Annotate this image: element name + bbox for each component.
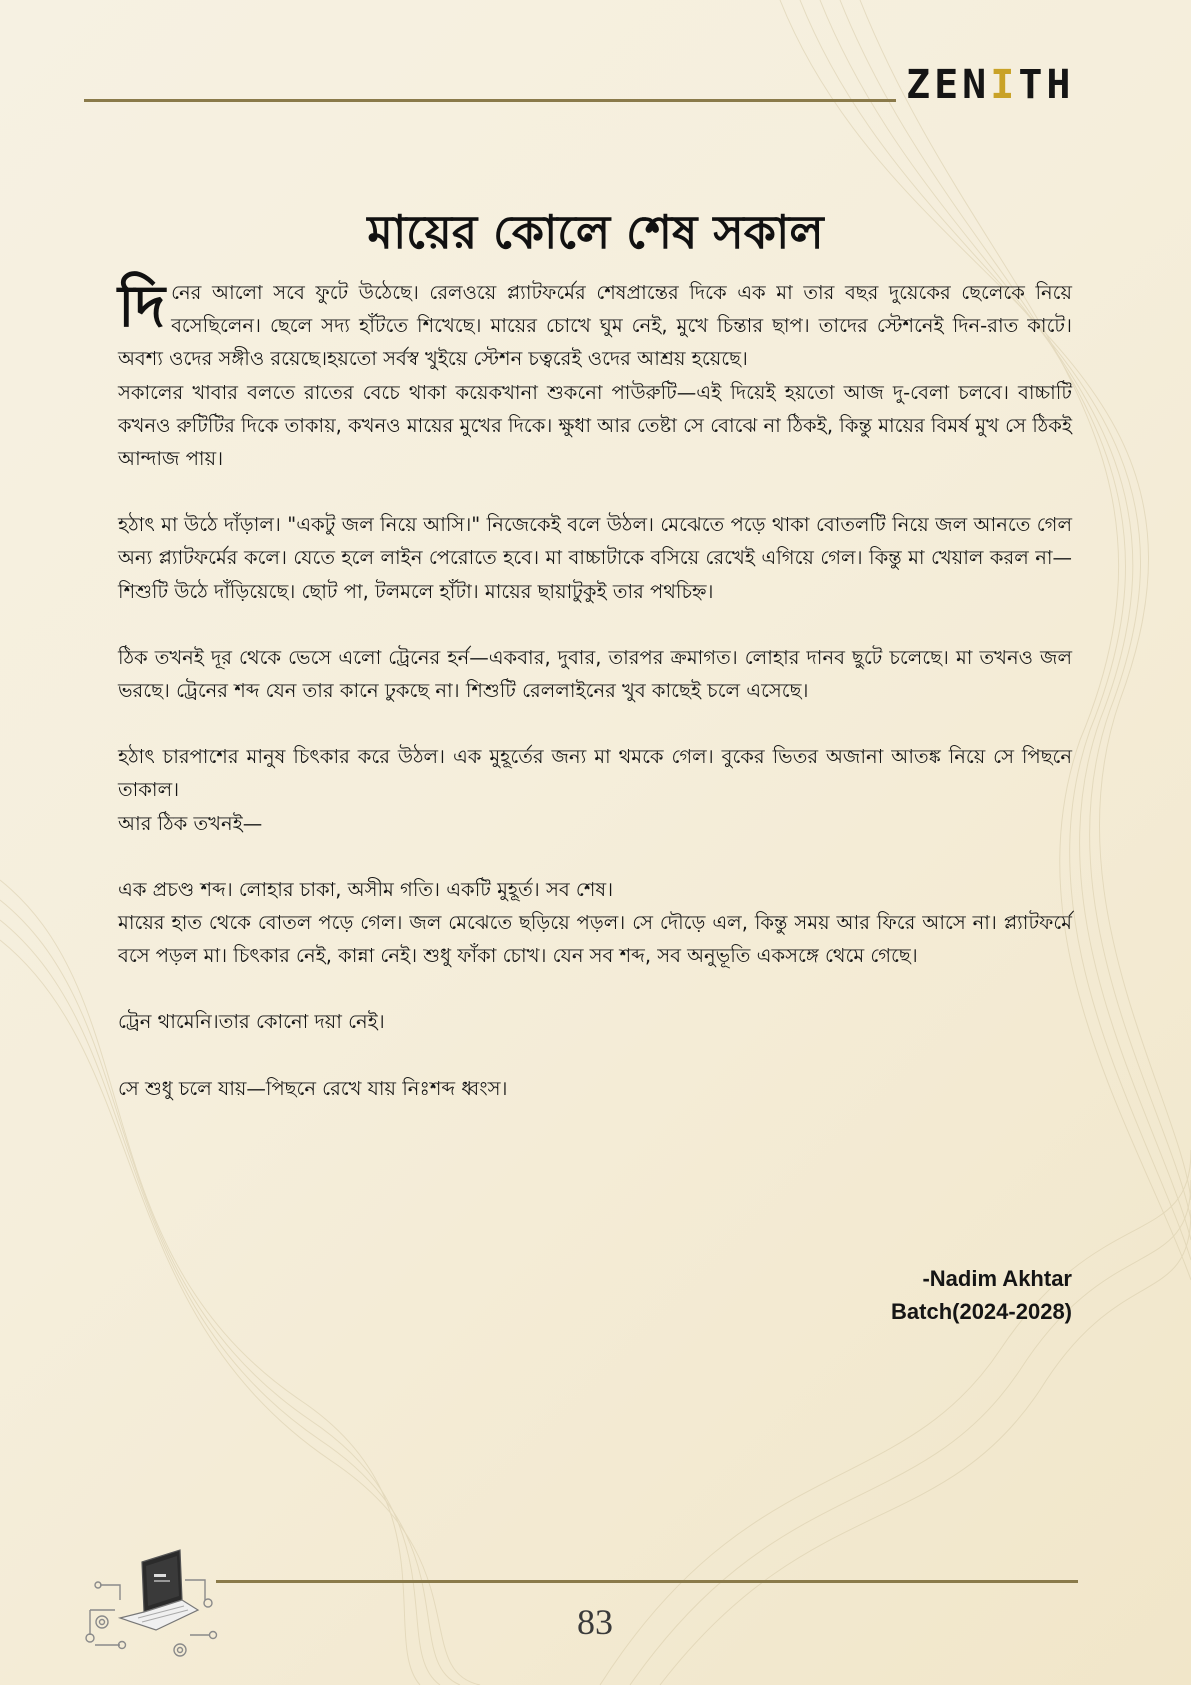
paragraph-3: হঠাৎ মা উঠে দাঁড়াল। "একটু জল নিয়ে আসি।" নিজেকেই বলে উঠল। মেঝেতে পড়ে থাকা বোতলটি নিয়ে জল আনতে গেল অন্য প্ল্যাটফর্মের কলে। যেতে হলে লাইন পেরোতে হবে। মা বাচ্চাটাকে বসিয়ে রেখেই এগিয়ে গেল। কিন্তু মা খেয়াল করল না—শিশুটি উঠে দাঁড়িয়েছে। ছোট পা, টলমলে হাঁটা। মায়ের ছায়াটুকুই তার পথচিহ্ন।: [118, 513, 1072, 603]
paragraph-7: এক প্রচণ্ড শব্দ। লোহার চাকা, অসীম গতি। একটি মুহূর্ত। সব শেষ।: [118, 877, 614, 901]
article-title: মায়ের কোলে শেষ সকাল: [367, 205, 824, 259]
paragraph-8: মায়ের হাত থেকে বোতল পড়ে গেল। জল মেঝেতে ছড়িয়ে পড়ল। সে দৌড়ে এল, কিন্তু সময় আর ফিরে আসে না। প্ল্যাটফর্মে বসে পড়ল মা। চিৎকার নেই, কান্না নেই। শুধু ফাঁকা চোখ। যেন সব শব্দ, সব অনুভূতি একসঙ্গে থেমে গেছে।: [118, 911, 1072, 968]
header-rule: [84, 99, 896, 102]
paragraph-10: সে শুধু চলে যায়—পিছনে রেখে যায় নিঃশব্দ ধ্বংস।: [118, 1076, 508, 1100]
footer-rule: [216, 1580, 1078, 1583]
drop-cap: দি: [118, 272, 166, 340]
author-signature: [891, 1262, 1072, 1328]
article-body: [118, 272, 1072, 1105]
laptop-circuit-icon: [80, 1540, 220, 1660]
paragraph-5: হঠাৎ চারপাশের মানুষ চিৎকার করে উঠল। এক মুহূর্তের জন্য মা থমকে গেল। বুকের ভিতর অজানা আতঙ্ক নিয়ে সে পিছনে তাকাল।: [118, 745, 1072, 802]
paragraph-6: আর ঠিক তখনই—: [118, 811, 263, 835]
author-batch: Batch(2024-2028): [891, 1299, 1072, 1324]
paragraph-2: সকালের খাবার বলতে রাতের বেচে থাকা কয়েকখানা শুকনো পাউরুটি—এই দিয়েই হয়তো আজ দু-বেলা চলবে। বাচ্চাটি কখনও রুটিটির দিকে তাকায়, কখনও মায়ের মুখের দিকে। ক্ষুধা আর তেষ্টা সে বোঝে না ঠিকই, কিন্তু মায়ের বিমর্ষ মুখ সে ঠিকই আন্দাজ পায়।: [118, 380, 1072, 471]
page-number: 83: [577, 1602, 613, 1642]
paragraph-4: ঠিক তখনই দূর থেকে ভেসে এলো ট্রেনের হর্ন—একবার, দুবার, তারপর ক্রমাগত। লোহার দানব ছুটে চলেছে। মা তখনও জল ভরছে। ট্রেনের শব্দ যেন তার কানে ঢুকছে না। শিশুটি রেললাইনের খুব কাছেই চলে এসেছে।: [118, 645, 1072, 703]
author-name: -Nadim Akhtar: [922, 1266, 1072, 1291]
paragraph-1: দিনের আলো সবে ফুটে উঠেছে। রেলওয়ে প্ল্যাটফর্মের শেষপ্রান্তের দিকে এক মা তার বছর দুয়েকের ছেলেকে নিয়ে বসেছিলেন। ছেলে সদ্য হাঁটতে শিখেছে। মায়ের চোখে ঘুম নেই, মুখে চিন্তার ছাপ। তাদের স্টেশনেই দিন-রাত কাটে। অবশ্য ওদের সঙ্গীও রয়েছে।হয়তো সর্বস্ব খুইয়ে স্টেশন চত্বরেই ওদের আশ্রয় হয়েছে।: [118, 272, 1072, 371]
zenith-logo: ZENITH: [906, 62, 1075, 108]
paragraph-9: ট্রেন থামেনি।তার কোনো দয়া নেই।: [118, 1010, 385, 1034]
